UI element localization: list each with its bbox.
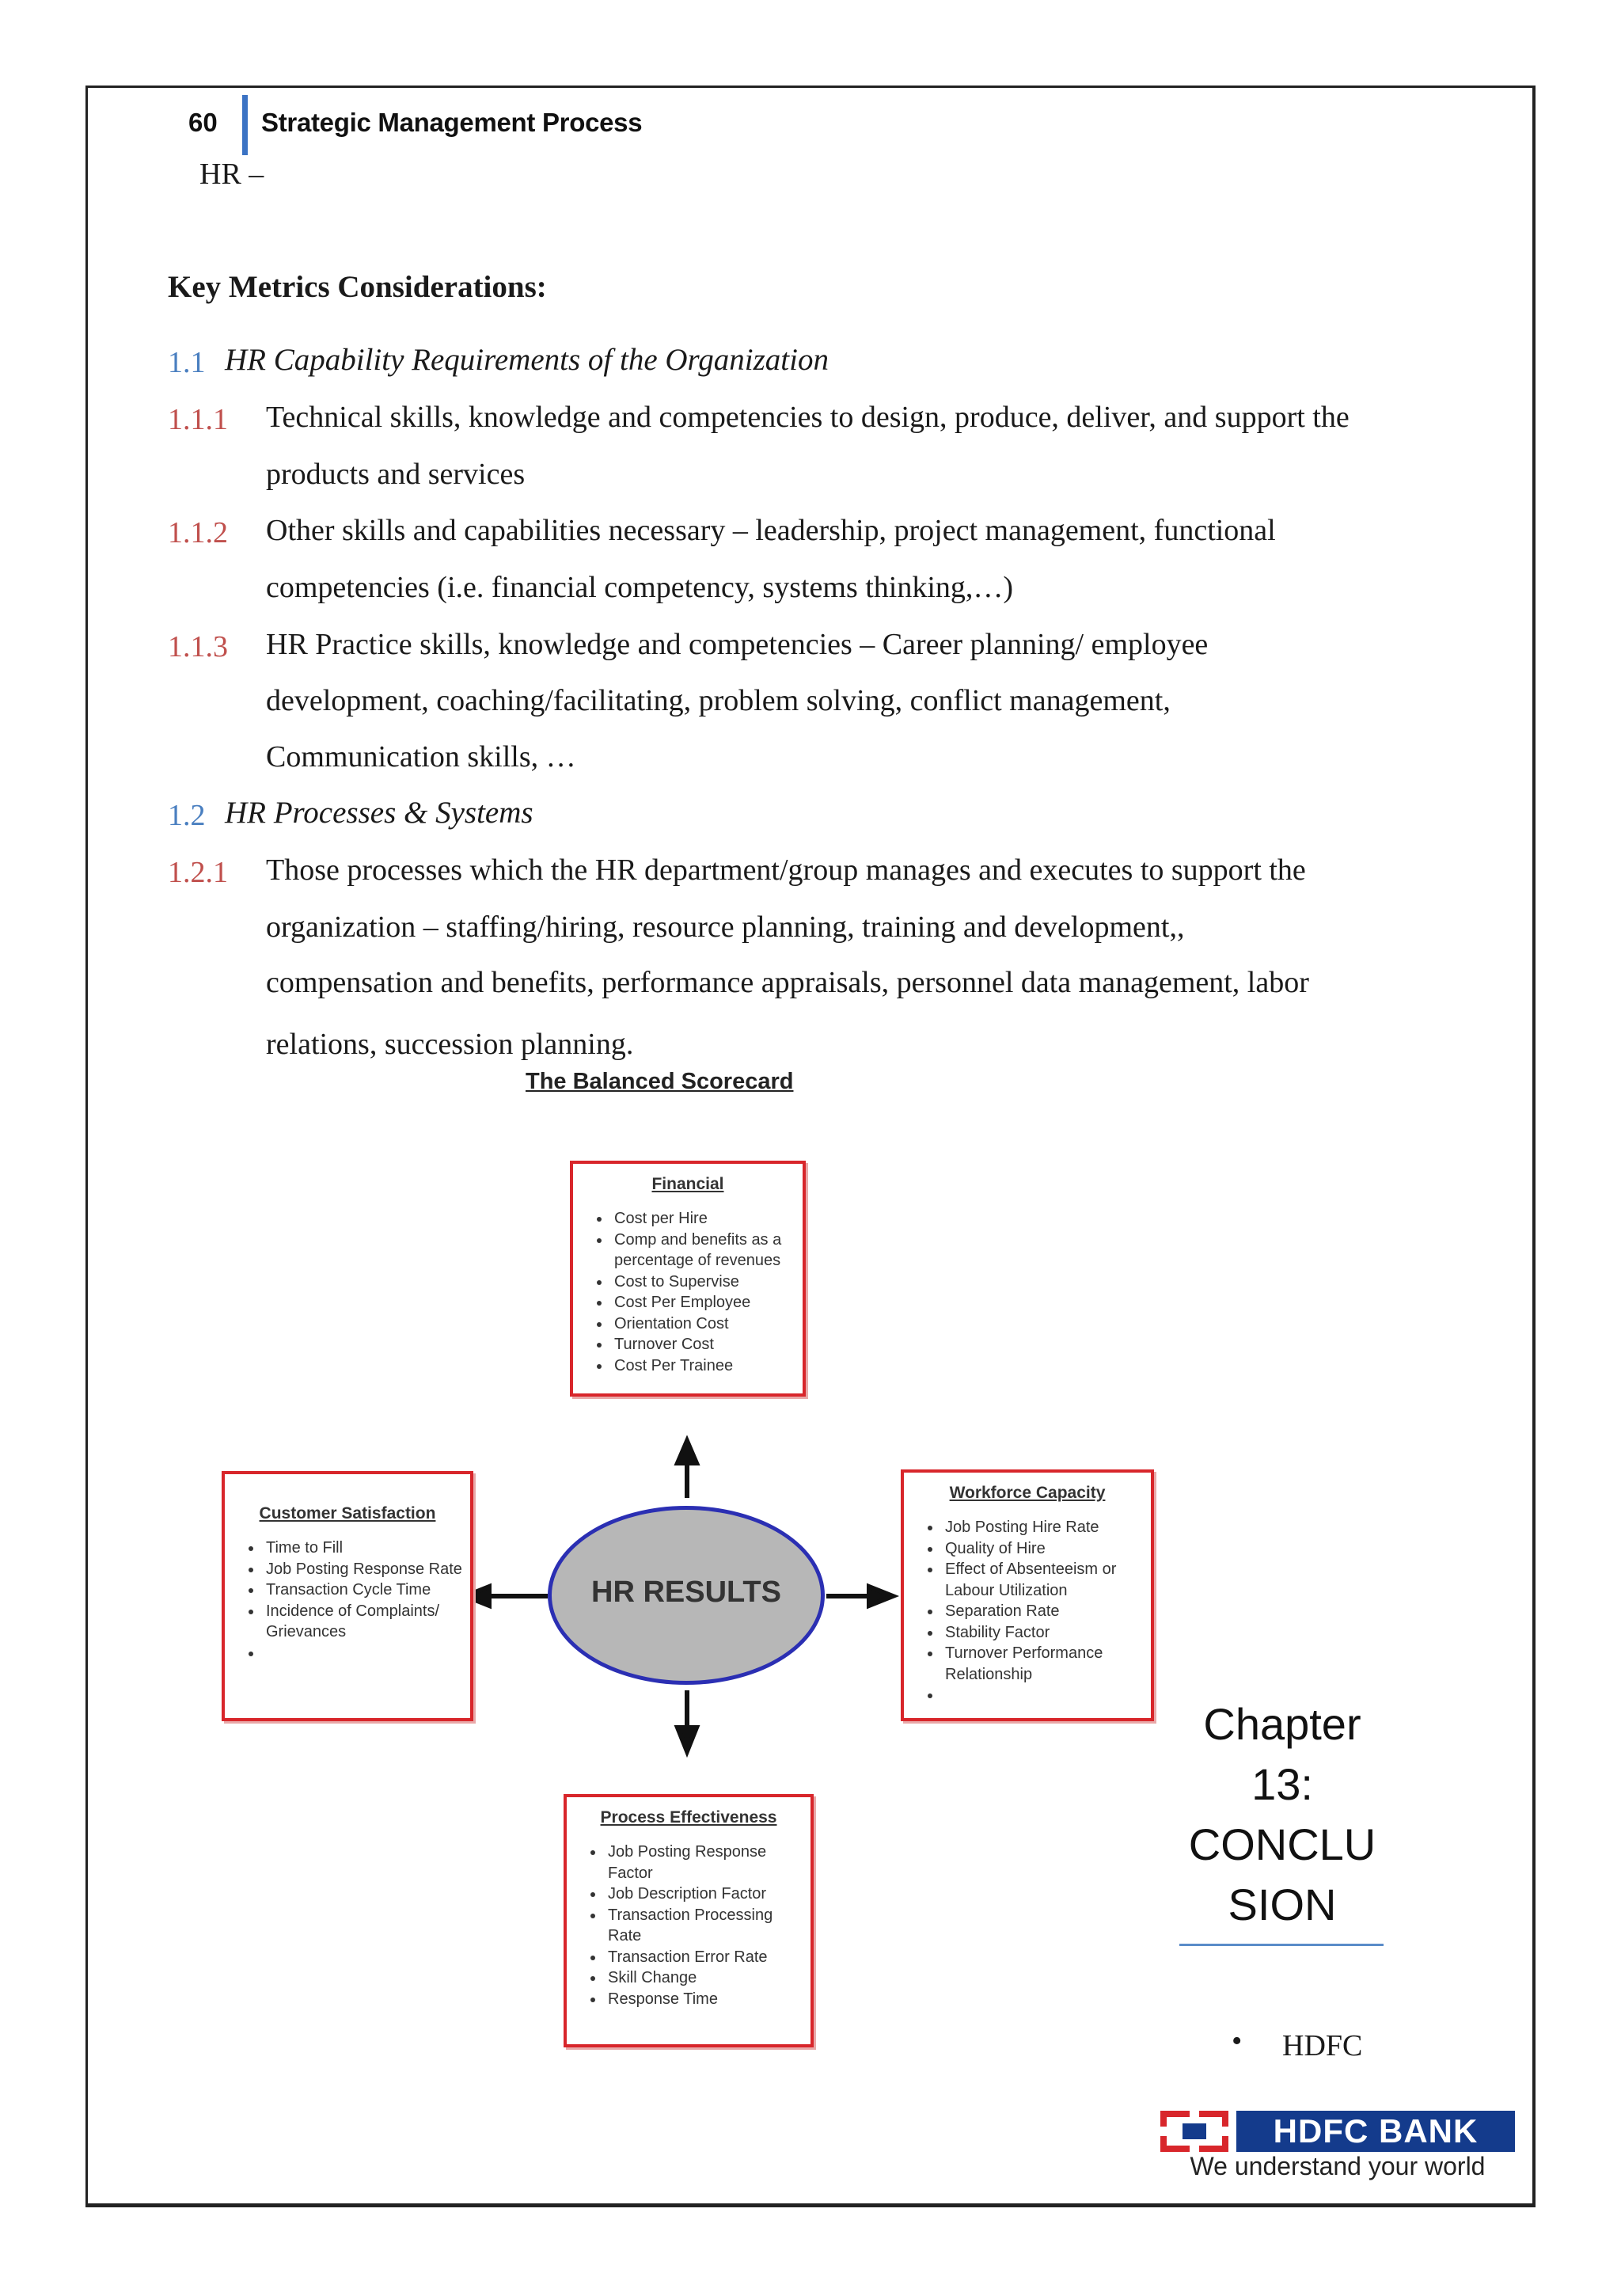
- item-line: organization – staffing/hiring, resource planning, training and development,,: [266, 910, 1185, 944]
- chapter-line: Chapter: [1203, 1699, 1361, 1749]
- workforce-item: • Effect of Absenteeism or Labour Utilization: [942, 1559, 1151, 1601]
- process-item: • Skill Change: [605, 1967, 810, 1989]
- item-number-1-1-2: 1.1.2: [168, 516, 228, 549]
- workforce-capacity-box: [901, 1469, 1154, 1721]
- workforce-capacity-title: Workforce Capacity: [949, 1484, 1106, 1502]
- customer-item: • Transaction Cycle Time: [263, 1579, 470, 1601]
- process-item: • Job Description Factor: [605, 1884, 810, 1905]
- financial-box: [570, 1161, 806, 1397]
- workforce-item: • Quality of Hire: [942, 1538, 1151, 1560]
- financial-item: • Orientation Cost: [611, 1313, 803, 1335]
- chapter-underline: [1179, 1944, 1384, 1946]
- workforce-item: [942, 1685, 1151, 1706]
- chapter-heading: [1164, 1694, 1401, 1935]
- financial-item: • Cost per Hire: [611, 1208, 803, 1230]
- financial-item: • Cost to Supervise: [611, 1272, 803, 1293]
- financial-item: • Cost Per Trainee: [611, 1355, 803, 1377]
- customer-item: [263, 1643, 470, 1664]
- chapter-line: SION: [1228, 1880, 1337, 1929]
- chapter-line: 13:: [1251, 1759, 1313, 1809]
- customer-item: • Job Posting Response Rate: [263, 1559, 470, 1580]
- chapter-line: CONCLU: [1188, 1819, 1376, 1869]
- process-item: • Transaction Processing Rate: [605, 1905, 810, 1947]
- running-header-title: Strategic Management Process: [261, 108, 643, 137]
- financial-title: Financial: [651, 1175, 724, 1193]
- item-title-1-2: HR Processes & Systems: [225, 796, 533, 830]
- customer-item: • Time to Fill: [263, 1538, 470, 1559]
- customer-item: • Incidence of Complaints/ Grievances: [263, 1601, 470, 1643]
- financial-item: • Comp and benefits as a percentage of revenues: [611, 1230, 803, 1272]
- bullet-icon: •: [1232, 2024, 1243, 2058]
- process-item: • Transaction Error Rate: [605, 1947, 810, 1968]
- item-number-1-2: 1.2: [168, 799, 206, 832]
- item-line: competencies (i.e. financial competency, systems thinking,…): [266, 571, 1014, 604]
- financial-item: • Turnover Cost: [611, 1334, 803, 1355]
- customer-satisfaction-box: [222, 1471, 473, 1721]
- scorecard-title: The Balanced Scorecard: [526, 1069, 794, 1094]
- item-line: development, coaching/facilitating, problem solving, conflict management,: [266, 684, 1171, 717]
- item-number-1-1-1: 1.1.1: [168, 403, 228, 436]
- bullet-item-hdfc: HDFC: [1282, 2029, 1363, 2062]
- customer-satisfaction-title: Customer Satisfaction: [259, 1504, 436, 1522]
- item-number-1-2-1: 1.2.1: [168, 856, 228, 889]
- item-line: relations, succession planning.: [266, 1028, 634, 1061]
- item-line: HR Practice skills, knowledge and competencies – Career planning/ employee: [266, 628, 1209, 661]
- item-line: Communication skills, …: [266, 740, 576, 774]
- item-number-1-1-3: 1.1.3: [168, 630, 228, 663]
- process-item: • Response Time: [605, 1989, 810, 2010]
- workforce-item: • Stability Factor: [942, 1622, 1151, 1644]
- workforce-item: • Job Posting Hire Rate: [942, 1517, 1151, 1538]
- item-line: compensation and benefits, performance appraisals, personnel data management, labor: [266, 966, 1309, 999]
- item-number-1-1: 1.1: [168, 346, 206, 379]
- workforce-item: • Separation Rate: [942, 1601, 1151, 1622]
- item-title-1-1: HR Capability Requirements of the Organization: [225, 343, 829, 377]
- item-line: Technical skills, knowledge and competencies to design, produce, deliver, and support the: [266, 401, 1350, 434]
- process-item: • Job Posting Response Factor: [605, 1842, 810, 1884]
- logo-name: HDFC BANK: [1236, 2111, 1515, 2152]
- logo-tagline: We understand your world: [1190, 2152, 1486, 2180]
- header-divider: [242, 95, 248, 155]
- hr-results-label: HR RESULTS: [591, 1576, 781, 1609]
- hdfc-bank-logo: [1160, 2111, 1515, 2184]
- item-line: products and services: [266, 458, 526, 491]
- hr-line: HR –: [199, 158, 264, 191]
- process-effectiveness-box: [564, 1794, 814, 2047]
- item-line: Those processes which the HR department/group manages and executes to support the: [266, 853, 1306, 887]
- process-effectiveness-title: Process Effectiveness: [600, 1808, 777, 1827]
- hdfc-logo-mark-icon: [1160, 2111, 1228, 2152]
- workforce-item: • Turnover Performance Relationship: [942, 1643, 1151, 1685]
- section-heading: Key Metrics Considerations:: [168, 270, 547, 304]
- page-number: 60: [188, 108, 218, 137]
- financial-item: • Cost Per Employee: [611, 1292, 803, 1313]
- item-line: Other skills and capabilities necessary – leadership, project management, functional: [266, 514, 1276, 547]
